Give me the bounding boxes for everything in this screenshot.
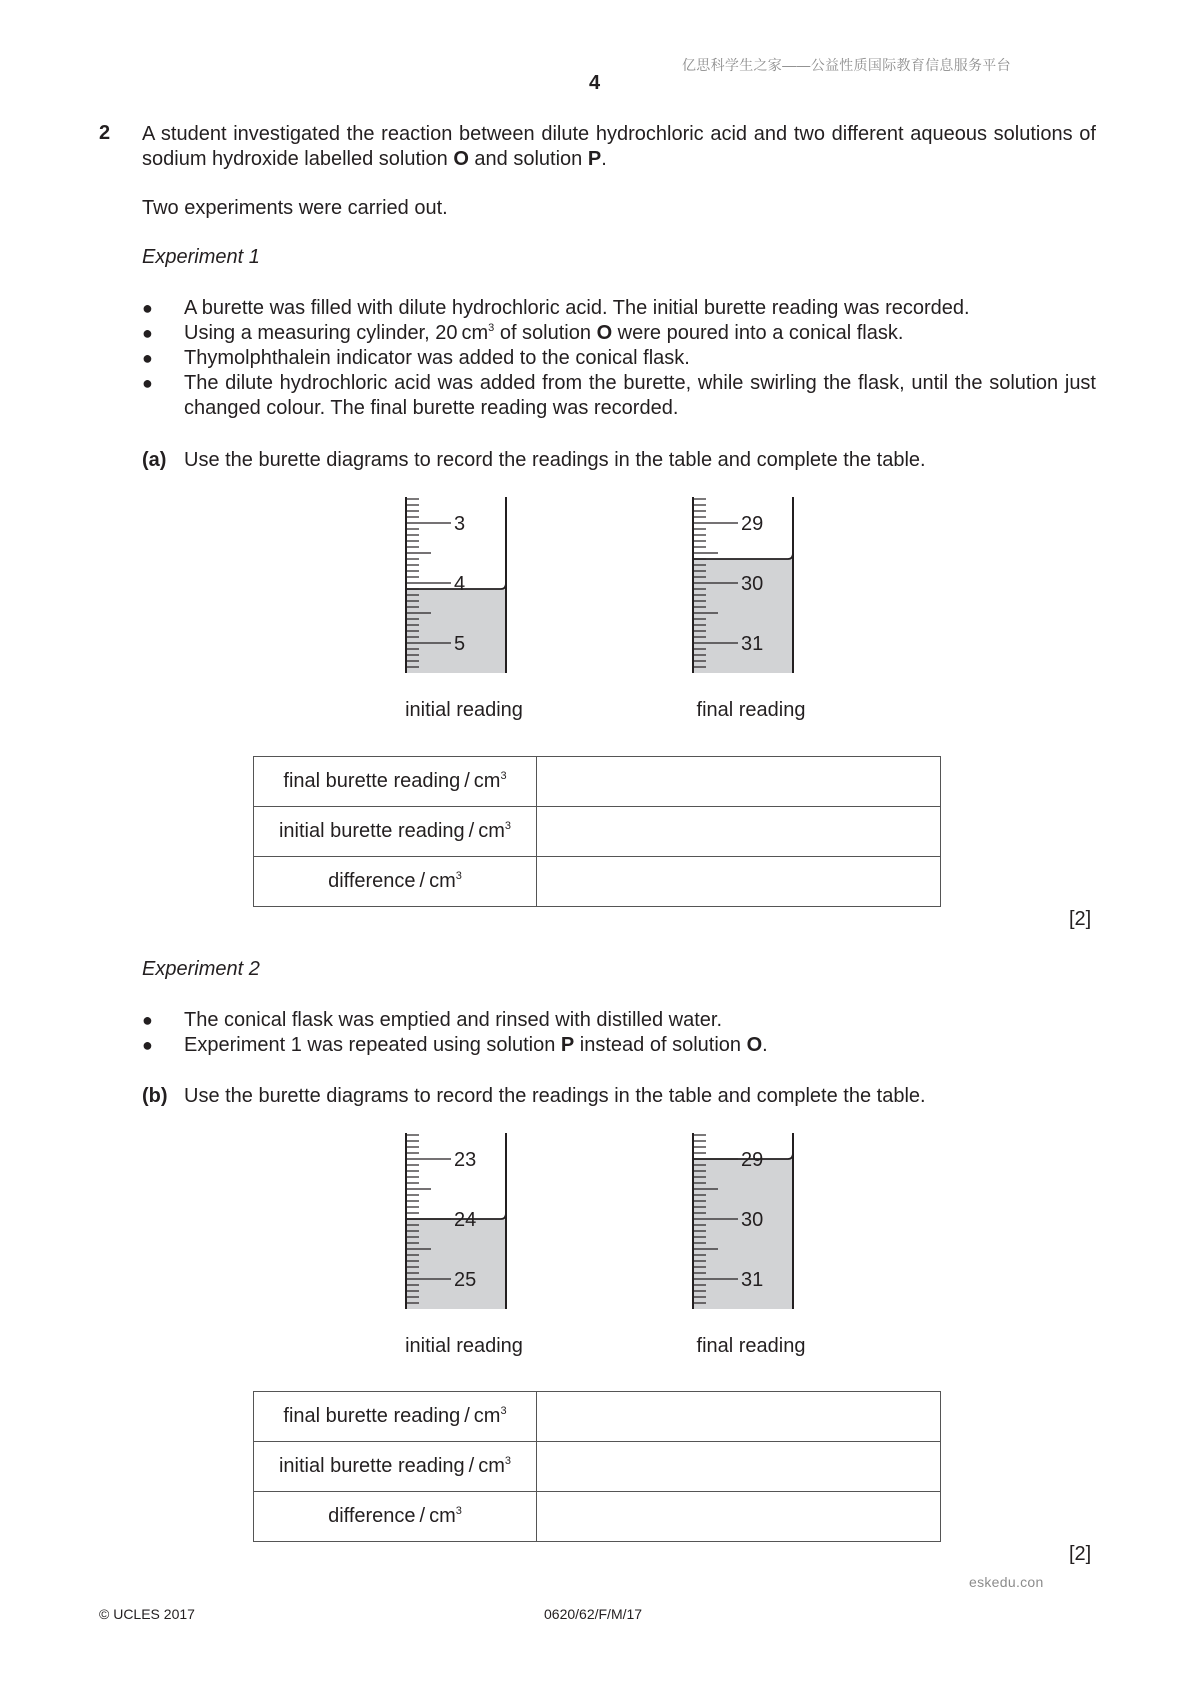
intro-text-2: and solution: [468, 148, 588, 170]
label-text: initial burette reading / cm: [278, 820, 505, 842]
paper-code: 0620/62/F/M/17: [544, 1606, 643, 1622]
page-number: 4: [589, 72, 601, 94]
list-item: ● Thymolphthalein indicator was added to the conical flask.: [142, 347, 690, 369]
copyright: © UCLES 2017: [99, 1606, 195, 1622]
list-item: ● A burette was filled with dilute hydrochloric acid. The initial burette reading was recorded.: [142, 297, 970, 319]
step-text: were poured into a conical flask.: [612, 322, 904, 344]
burette-caption: initial reading: [405, 1335, 523, 1357]
label-text: final burette reading / cm: [283, 1405, 501, 1427]
table-row: [254, 1392, 941, 1442]
step-text: The conical flask was emptied and rinsed with distilled water.: [184, 1009, 723, 1031]
scale-label: 29: [741, 1149, 764, 1171]
part-a-instruction: [142, 448, 1096, 473]
solution-o-label: O: [596, 322, 613, 344]
answer-cell-initial[interactable]: [537, 807, 941, 857]
burette-caption: initial reading: [405, 699, 523, 721]
instruction-text: Use the burette diagrams to record the readings in the table and complete the table.: [184, 449, 926, 471]
answer-cell-final[interactable]: [537, 757, 941, 807]
superscript: 3: [488, 322, 495, 334]
burette-initial-a: [374, 497, 554, 722]
list-item: ● Experiment 1 was repeated using solution P instead of solution O.: [142, 1034, 768, 1056]
readings-table-a: [253, 756, 941, 907]
solution-p-label: P: [587, 148, 602, 170]
step-text: of solution: [494, 322, 597, 344]
scale-label: 30: [741, 1209, 764, 1231]
scale-label: 5: [454, 633, 466, 655]
instruction-text: Use the burette diagrams to record the readings in the table and complete the table.: [184, 1085, 926, 1107]
superscript: 3: [500, 770, 507, 782]
watermark-text: 亿思科学生之家——公益性质国际教育信息服务平台: [682, 57, 1011, 73]
superscript: 3: [455, 870, 462, 882]
step-text: .: [762, 1034, 768, 1056]
step-text: instead of solution: [574, 1034, 747, 1056]
intro-text-3: .: [601, 148, 607, 170]
table-row: [254, 757, 941, 807]
part-b-instruction: [142, 1084, 1096, 1109]
experiment-2-steps: [142, 1008, 1096, 1058]
part-a-label: (a): [142, 449, 167, 471]
step-text: Thymolphthalein indicator was added to the conical flask.: [184, 347, 690, 369]
scale-label: 25: [454, 1269, 477, 1291]
scale-label: 30: [741, 573, 764, 595]
scale-label: 31: [741, 1269, 764, 1291]
step-text: Using a measuring cylinder, 20 cm: [184, 322, 489, 344]
question-number: 2: [99, 122, 111, 144]
table-row: [254, 1442, 941, 1492]
label-text: difference / cm: [328, 1505, 456, 1527]
table-row: [254, 857, 941, 907]
part-b-label: (b): [142, 1085, 168, 1107]
row-label: [254, 1492, 537, 1542]
row-label: [254, 1392, 537, 1442]
burette-initial-b: [374, 1133, 554, 1358]
scale-label: 4: [454, 573, 466, 595]
intro-text-1: A student investigated the reaction between dilute hydrochloric acid and two different aqueous solutions of sodium hydroxide labelled solution: [142, 123, 1096, 170]
step-text: A burette was filled with dilute hydrochloric acid. The initial burette reading was recorded.: [184, 297, 970, 319]
scale-label: 29: [741, 513, 764, 535]
experiment-1-title: Experiment 1: [142, 246, 260, 268]
table-row: [254, 807, 941, 857]
scale-label: 24: [454, 1209, 477, 1231]
superscript: 3: [504, 1455, 512, 1467]
burette-final-b: [661, 1133, 841, 1358]
label-text: final burette reading / cm: [283, 770, 501, 792]
scale-label: 3: [454, 513, 466, 535]
question-intro: [142, 122, 1096, 172]
step-text: Experiment 1 was repeated using solution: [184, 1034, 561, 1056]
experiment-1-steps: [142, 296, 1096, 421]
list-item: ● The dilute hydrochloric acid was added from the burette, while swirling the flask, until the solution just changed colour. The final burette reading was recorded.: [142, 372, 1096, 419]
row-label: [254, 757, 537, 807]
label-text: initial burette reading / cm: [278, 1455, 505, 1477]
superscript: 3: [504, 820, 512, 832]
liquid-fill: [406, 583, 506, 673]
burette-diagram: [661, 1133, 841, 1309]
superscript: 3: [500, 1405, 507, 1417]
row-label: [254, 857, 537, 907]
row-label: [254, 1442, 537, 1492]
two-experiments-text: Two experiments were carried out.: [142, 197, 448, 219]
experiment-2-title: Experiment 2: [142, 958, 260, 980]
burette-caption: final reading: [696, 1335, 806, 1357]
superscript: 3: [455, 1505, 462, 1517]
burette-diagram: [661, 497, 841, 673]
answer-cell-initial[interactable]: [537, 1442, 941, 1492]
burette-diagram: [374, 1133, 554, 1309]
solution-o-label: O: [746, 1034, 763, 1056]
readings-table-b: [253, 1391, 941, 1542]
marks-a: [2]: [1069, 908, 1092, 930]
scale-label: 31: [741, 633, 764, 655]
table-row: [254, 1492, 941, 1542]
label-text: difference / cm: [328, 870, 456, 892]
answer-cell-final[interactable]: [537, 1392, 941, 1442]
scale-label: 23: [454, 1149, 477, 1171]
step-text: The dilute hydrochloric acid was added from the burette, while swirling the flask, until the solution just changed colour. The final burette reading was recorded.: [184, 372, 1096, 419]
list-item: ● Using a measuring cylinder, 20 $cm^3$ of solution O were poured into a conical flask.: [142, 322, 904, 344]
site-watermark: eskedu.con: [969, 1574, 1044, 1590]
burette-final-a: [661, 497, 841, 722]
answer-cell-difference[interactable]: [537, 857, 941, 907]
burette-caption: final reading: [696, 699, 806, 721]
answer-cell-difference[interactable]: [537, 1492, 941, 1542]
burette-diagram: [374, 497, 554, 673]
solution-p-label: P: [560, 1034, 575, 1056]
marks-b: [2]: [1069, 1543, 1092, 1565]
meniscus: [693, 553, 793, 559]
solution-o-label: O: [453, 148, 469, 170]
row-label: [254, 807, 537, 857]
list-item: ● The conical flask was emptied and rinsed with distilled water.: [142, 1009, 723, 1031]
